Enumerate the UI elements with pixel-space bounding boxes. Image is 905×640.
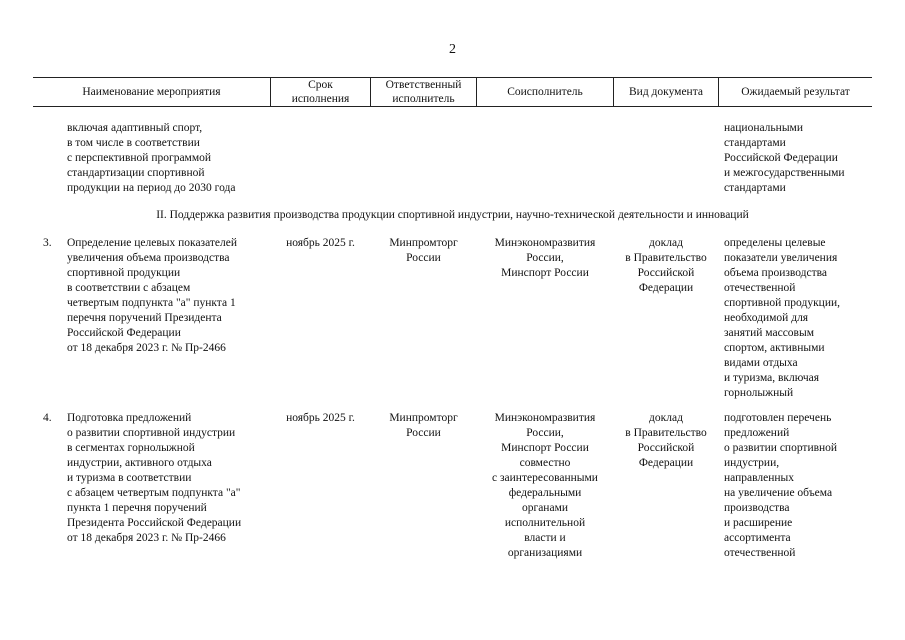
row-coexecutor: Минэкономразвития России, Минспорт России совместно с заинтересованными федеральными органами исполнительной власти и организациями xyxy=(492,412,598,559)
row-name: Определение целевых показателей увеличения объема производства спортивной продукции в соответствии с абзацем четвертым подпункта "а" пункта 1 перечня поручений Президента Российской Федерации от 18 декабря 2023 г. № Пр-2466 xyxy=(67,237,238,354)
header-doc-type: Вид документа xyxy=(629,85,703,98)
continuation-result: национальными стандартами Российской Федерации и межгосударственными стандартами xyxy=(724,122,845,194)
row-responsible: Минпромторг России xyxy=(389,412,458,439)
row-deadline: ноябрь 2025 г. xyxy=(286,237,355,249)
header-responsible: Ответственный исполнитель xyxy=(385,78,462,105)
section-title: II. Поддержка развития производства продукции спортивной индустрии, научно-технической деятельности и инноваций xyxy=(156,209,749,221)
page-number: 2 xyxy=(449,42,456,57)
row-responsible: Минпромторг России xyxy=(389,237,458,264)
continuation-name: включая адаптивный спорт, в том числе в соответствии с перспективной программой стандартизации спортивной продукции на период до 2030 года xyxy=(67,122,236,194)
row-result: подготовлен перечень предложений о развитии спортивной индустрии, направленных на увеличение объема производства и расширение ассортимента отечественной xyxy=(724,412,838,559)
row-number: 3. xyxy=(43,237,52,249)
header-deadline: Срок исполнения xyxy=(291,78,350,105)
row-name: Подготовка предложений о развитии спортивной индустрии в сегментах горнолыжной индустрии, активного отдыха и туризма в соответствии с абзацем четвертым подпункта "а" пункта 1 перечня поручений Президента Российской Федерации от 18 декабря 2023 г. № Пр-2466 xyxy=(67,412,242,544)
header-bottom-rule xyxy=(33,106,872,107)
row-doc-type: доклад в Правительство Российской Федерации xyxy=(625,237,707,294)
row-coexecutor: Минэкономразвития России, Минспорт России xyxy=(494,237,596,279)
row-number: 4. xyxy=(43,412,52,424)
row-deadline: ноябрь 2025 г. xyxy=(286,412,355,424)
header-name: Наименование мероприятия xyxy=(82,85,221,98)
header-coexecutor: Соисполнитель xyxy=(507,85,583,98)
row-result: определены целевые показатели увеличения объема производства отечественной спортивной продукции, необходимой для занятий массовым спортом, активными видами отдыха и туризма, включая горнолыжный xyxy=(724,237,840,399)
header-result: Ожидаемый результат xyxy=(741,85,850,98)
row-doc-type: доклад в Правительство Российской Федерации xyxy=(625,412,707,469)
